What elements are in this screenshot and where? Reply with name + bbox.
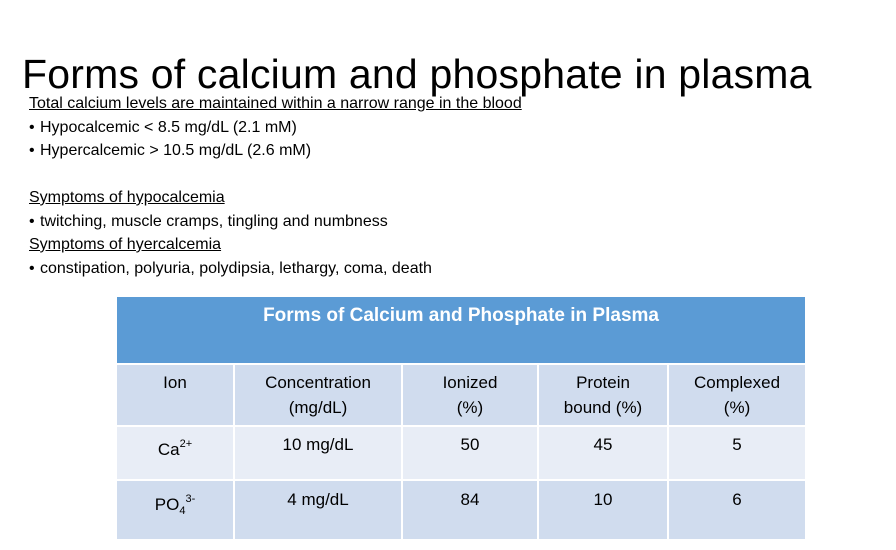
column-header-line: (%) (723, 398, 751, 417)
slide-title: Forms of calcium and phosphate in plasma (22, 51, 812, 98)
column-header-line: bound (%) (563, 398, 643, 417)
ion-charge: 2+ (179, 438, 193, 450)
plasma-forms-table (117, 297, 805, 539)
column-header-protein-bound (538, 364, 668, 426)
bullet-item-hypercalcemia-symptoms (29, 257, 522, 281)
bullet-text: twitching, muscle cramps, tingling and numbness (40, 212, 388, 230)
calcium-range-heading: Total calcium levels are maintained within a narrow range in the blood (29, 95, 522, 112)
table-row (117, 480, 805, 539)
column-header-line: Ionized (442, 373, 498, 392)
column-header-ionized (402, 364, 538, 426)
column-header-complexed (668, 364, 805, 426)
bullet-text: Hypercalcemic > 10.5 mg/dL (2.6 mM) (40, 142, 312, 159)
bullet-icon: • (29, 118, 35, 136)
bullet-icon: • (29, 142, 35, 159)
table-caption: Forms of Calcium and Phosphate in Plasma (117, 297, 805, 364)
column-header-line: Ion (163, 373, 187, 392)
column-header-ion (117, 364, 234, 426)
body-text (29, 92, 522, 280)
column-header-line: (%) (456, 398, 484, 417)
ion-charge: 3- (185, 493, 196, 505)
cell-concentration: 10 mg/dL (234, 426, 402, 480)
bullet-icon: • (29, 259, 35, 277)
ion-symbol: Ca (157, 440, 180, 459)
cell-ion (117, 480, 234, 539)
column-header-line: Protein (576, 373, 630, 392)
bullet-text: constipation, polyuria, polydipsia, lethargy, coma, death (40, 259, 432, 277)
table-row (117, 426, 805, 480)
column-header-line: (mg/dL) (288, 398, 348, 417)
cell-complexed: 6 (668, 480, 805, 539)
bullet-icon: • (29, 212, 35, 230)
bullet-item-hypercalcemic (29, 139, 522, 163)
bullet-item-hypocalcemic (29, 116, 522, 140)
cell-ion (117, 426, 234, 480)
cell-protein-bound: 10 (538, 480, 668, 539)
cell-ionized: 84 (402, 480, 538, 539)
cell-concentration: 4 mg/dL (234, 480, 402, 539)
column-header-line: Complexed (694, 373, 781, 392)
hypercalcemia-symptoms-heading: Symptoms of hyercalcemia (29, 236, 222, 253)
cell-protein-bound: 45 (538, 426, 668, 480)
hypocalcemia-symptoms-heading: Symptoms of hypocalcemia (29, 189, 225, 206)
column-header-concentration (234, 364, 402, 426)
bullet-text: Hypocalcemic < 8.5 mg/dL (2.1 mM) (40, 118, 297, 136)
ion-symbol: PO (154, 495, 180, 514)
bullet-item-hypocalcemia-symptoms (29, 210, 522, 234)
spacer (29, 163, 522, 187)
ion-subscript: 4 (179, 505, 186, 517)
column-header-line: Concentration (265, 373, 371, 392)
table-header-row (117, 364, 805, 426)
cell-ionized: 50 (402, 426, 538, 480)
cell-complexed: 5 (668, 426, 805, 480)
